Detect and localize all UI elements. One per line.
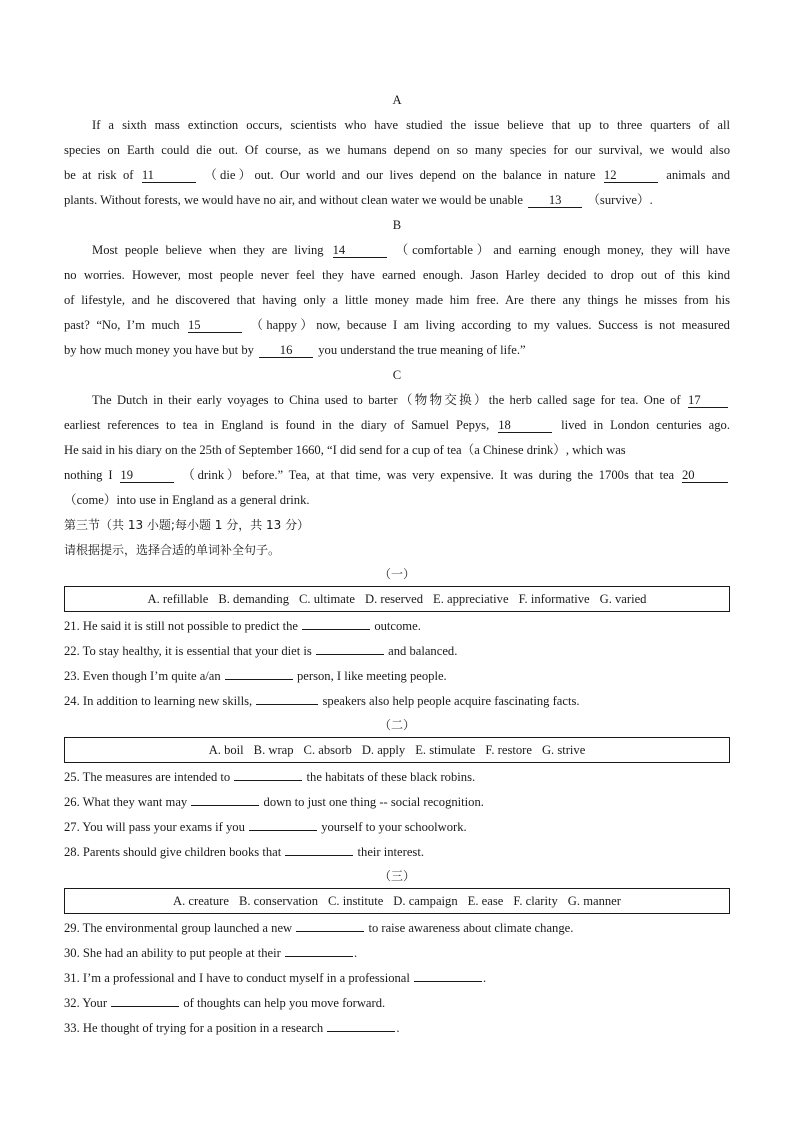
section-3-title: 第三节（共 13 小题;每小题 1 分，共 13 分） (64, 518, 310, 532)
question-28 (64, 844, 730, 860)
word-option: G. strive (541, 743, 586, 757)
question-text: outcome. (374, 619, 421, 633)
word-option: D. campaign (393, 894, 458, 908)
question-29 (64, 920, 730, 936)
question-text: of thoughts can help you move forward. (183, 996, 386, 1010)
answer-blank[interactable] (296, 920, 364, 932)
passage-c-line-3: He said in his diary on the 25th of September 1660, “I did send for a cup of tea（a Chinese drink）, which was (64, 443, 626, 457)
question-25 (64, 769, 730, 785)
passage-c-line-1 (92, 392, 730, 408)
word-option: F. clarity (513, 894, 558, 908)
question-text: 29. The environmental group launched a new (64, 921, 293, 935)
blank-14[interactable]: 14 (333, 244, 387, 258)
question-text: 32. Your (64, 996, 108, 1010)
text-segment: （happy）now, because I am living according to my values. Success is not measured (250, 318, 730, 332)
question-22 (64, 643, 730, 659)
passage-c-label: C (392, 368, 402, 382)
question-text: the habitats of these black robins. (306, 770, 476, 784)
word-option: C. absorb (303, 743, 352, 757)
passage-b-line-4 (64, 317, 730, 333)
word-option: E. appreciative (433, 592, 509, 606)
blank-16[interactable]: 16 (259, 344, 313, 358)
passage-a-line-2: species on Earth could die out. Of course, as we humans depend on so many species for our survival, we would also (64, 143, 730, 157)
question-24 (64, 693, 730, 709)
passage-c-line-4 (64, 467, 730, 483)
group-3-label: （三） (378, 869, 415, 883)
question-33 (64, 1020, 730, 1036)
question-text: 24. In addition to learning new skills, (64, 694, 253, 708)
answer-blank[interactable] (414, 970, 482, 982)
text-segment: be at risk of (64, 168, 134, 182)
word-option: B. wrap (253, 743, 294, 757)
passage-c-line-2 (64, 417, 730, 433)
answer-blank[interactable] (249, 819, 317, 831)
text-segment: （die）out. Our world and our lives depend on the balance in nature (204, 168, 596, 182)
text-segment: Most people believe when they are living (92, 243, 324, 257)
passage-a-label: A (392, 93, 402, 107)
answer-blank[interactable] (225, 668, 293, 680)
question-21 (64, 618, 730, 634)
word-option: A. refillable (147, 592, 209, 606)
passage-a-line-3 (64, 167, 730, 183)
word-option: G. varied (599, 592, 647, 606)
text-segment: The Dutch in their early voyages to China used to barter（物物交换）the herb called sage for tea. One of (92, 393, 681, 407)
text-segment: plants. Without forests, we would have no air, and without clean water we would be unable (64, 193, 524, 207)
word-option: G. manner (567, 894, 621, 908)
question-26 (64, 794, 730, 810)
question-text: 22. To stay healthy, it is essential that your diet is (64, 644, 312, 658)
question-30 (64, 945, 730, 961)
question-text: 28. Parents should give children books that (64, 845, 282, 859)
word-option: C. ultimate (299, 592, 355, 606)
question-text: their interest. (357, 845, 424, 859)
text-segment: nothing I (64, 468, 113, 482)
section-3-instruction: 请根据提示，选择合适的单词补全句子。 (64, 543, 281, 557)
question-text: 26. What they want may (64, 795, 188, 809)
passage-a-line-4 (64, 192, 730, 208)
blank-18[interactable]: 18 (498, 419, 552, 433)
text-segment: （drink）before.” Tea, at that time, was very expensive. It was during the 1700s that tea (182, 468, 675, 482)
passage-c-line-5: （come）into use in England as a general drink. (64, 493, 310, 507)
question-text: speakers also help people acquire fascinating facts. (322, 694, 580, 708)
passage-b-line-1 (92, 242, 730, 258)
question-text: person, I like meeting people. (297, 669, 447, 683)
word-option: E. stimulate (415, 743, 476, 757)
group-2-word-bank (64, 737, 730, 763)
question-text: yourself to your schoolwork. (321, 820, 467, 834)
passage-b-line-2: no worries. However, most people never feel they have earned enough. Jason Harley decided to drop out of this kind (64, 268, 730, 282)
blank-12[interactable]: 12 (604, 169, 658, 183)
question-27 (64, 819, 730, 835)
answer-blank[interactable] (111, 995, 179, 1007)
blank-19[interactable]: 19 (120, 469, 174, 483)
question-text: 33. He thought of trying for a position in a research (64, 1021, 324, 1035)
blank-15[interactable]: 15 (188, 319, 242, 333)
question-text: 21. He said it is still not possible to predict the (64, 619, 299, 633)
blank-11[interactable]: 11 (142, 169, 196, 183)
text-segment: past? “No, I’m much (64, 318, 180, 332)
answer-blank[interactable] (191, 794, 259, 806)
answer-blank[interactable] (302, 618, 370, 630)
text-segment: （comfortable）and earning enough money, they will have (395, 243, 730, 257)
group-1-word-bank (64, 586, 730, 612)
blank-13[interactable]: 13 (528, 194, 582, 208)
question-23 (64, 668, 730, 684)
question-text: . (354, 946, 358, 960)
answer-blank[interactable] (327, 1020, 395, 1032)
passage-b-line-3: of lifestyle, and he discovered that having only a little money made him free. Are there any things he misses from his (64, 293, 730, 307)
word-option: C. institute (328, 894, 384, 908)
question-text: 27. You will pass your exams if you (64, 820, 245, 834)
text-segment: by how much money you have but by (64, 343, 254, 357)
blank-17[interactable]: 17 (688, 394, 728, 408)
word-option: B. conservation (238, 894, 319, 908)
question-text: . (396, 1021, 400, 1035)
passage-a-line-1: If a sixth mass extinction occurs, scientists who have studied the issue believe that up to three quarters of all (92, 118, 730, 132)
text-segment: lived in London centuries ago. (561, 418, 730, 432)
passage-b-label: B (392, 218, 402, 232)
word-option: F. restore (485, 743, 532, 757)
group-1-label: （一） (378, 567, 415, 581)
word-option: B. demanding (218, 592, 290, 606)
text-segment: （survive）. (587, 193, 653, 207)
question-text: and balanced. (388, 644, 458, 658)
group-2-label: （二） (378, 718, 415, 732)
passage-b-line-5 (64, 342, 730, 358)
word-option: E. ease (467, 894, 504, 908)
question-text: 25. The measures are intended to (64, 770, 231, 784)
answer-blank[interactable] (316, 643, 384, 655)
question-31 (64, 970, 730, 986)
text-segment: earliest references to tea in England is found in the diary of Samuel Pepys, (64, 418, 490, 432)
answer-blank[interactable] (234, 769, 302, 781)
answer-blank[interactable] (285, 844, 353, 856)
question-text: 31. I’m a professional and I have to conduct myself in a professional (64, 971, 410, 985)
word-option: D. reserved (364, 592, 424, 606)
word-option: F. informative (518, 592, 590, 606)
answer-blank[interactable] (285, 945, 353, 957)
question-text: 30. She had an ability to put people at their (64, 946, 281, 960)
question-text: 23. Even though I’m quite a/an (64, 669, 221, 683)
word-option: A. boil (208, 743, 244, 757)
question-text: to raise awareness about climate change. (368, 921, 574, 935)
question-text: . (483, 971, 487, 985)
question-text: down to just one thing -- social recognition. (263, 795, 484, 809)
word-option: A. creature (173, 894, 229, 908)
group-3-word-bank (64, 888, 730, 914)
blank-20[interactable]: 20 (682, 469, 728, 483)
word-option: D. apply (361, 743, 406, 757)
text-segment: animals and (666, 168, 730, 182)
text-segment: you understand the true meaning of life.” (318, 343, 526, 357)
question-32 (64, 995, 730, 1011)
answer-blank[interactable] (256, 693, 318, 705)
